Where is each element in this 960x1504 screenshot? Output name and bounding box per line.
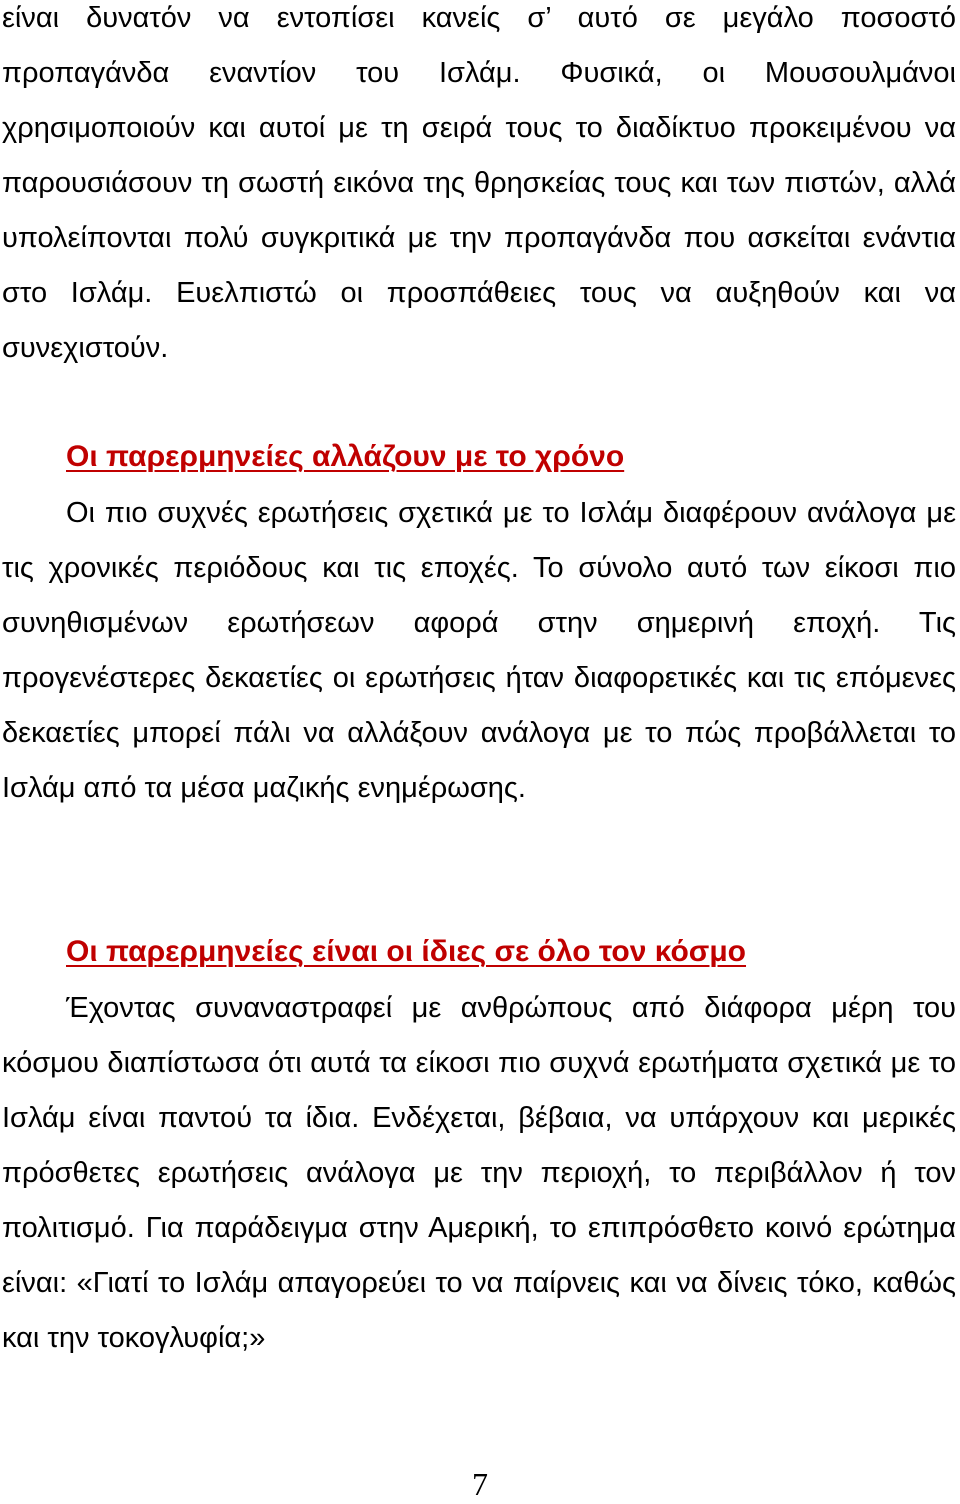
section1-paragraph-block <box>2 486 956 816</box>
section1-paragraph: Οι πιο συχνές ερωτήσεις σχετικά με το Ισλάμ διαφέρουν ανάλογα με τις χρονικές περιόδους και τις εποχές. Το σύνολο αυτό των είκοσι πιο συνηθισμένων ερωτήσεων αφορά στην σημερινή εποχή. Τις προγενέστερες δεκαετίες οι ερωτήσεις ήταν διαφορετικές και τις επόμενες δεκαετίες μπορεί πάλι να αλλάξουν ανάλογα με το πώς προβάλλεται το Ισλάμ από τα μέσα μαζικής ενημέρωσης. <box>2 497 956 804</box>
intro-paragraph: είναι δυνατόν να εντοπίσει κανείς σ’ αυτό σε μεγάλο ποσοστό προπαγάνδα εναντίον του Ισλάμ. Φυσικά, οι Μουσουλμάνοι χρησιμοποιούν και αυτοί με τη σειρά τους το διαδίκτυο προκειμένου να παρουσιάσουν τη σωστή εικόνα της θρησκείας τους και των πιστών, αλλά υπολείπονται πολύ συγκριτικά με την προπαγάνδα που ασκείται ενάντια στο Ισλάμ. Ευελπιστώ οι προσπάθειες τους να αυξηθούν και να συνεχιστούν. <box>2 2 956 364</box>
section2-paragraph: Έχοντας συναναστραφεί με ανθρώπους από διάφορα μέρη του κόσμου διαπίστωσα ότι αυτά τα είκοσι πιο συχνά ερωτήματα σχετικά με το Ισλάμ είναι παντού τα ίδια. Ενδέχεται, βέβαια, να υπάρχουν και μερικές πρόσθετες ερωτήσεις ανάλογα με την περιοχή, το περιβάλλον ή τον πολιτισμό. Για παράδειγμα στην Αμερική, το επιπρόσθετο κοινό ερώτημα είναι: «Γιατί το Ισλάμ απαγορεύει το να παίρνεις και να δίνεις τόκο, καθώς και την τοκογλυφία;» <box>2 992 956 1354</box>
intro-paragraph-block <box>2 0 956 376</box>
page-number: 7 <box>472 1466 488 1502</box>
section2-paragraph-block <box>2 981 956 1366</box>
section-heading-interpretations-same: Οι παρερμηνείες είναι οι ίδιες σε όλο τον κόσμο <box>66 935 747 968</box>
section-heading-interpretations-change: Οι παρερμηνείες αλλάζουν με το χρόνο <box>66 440 625 473</box>
